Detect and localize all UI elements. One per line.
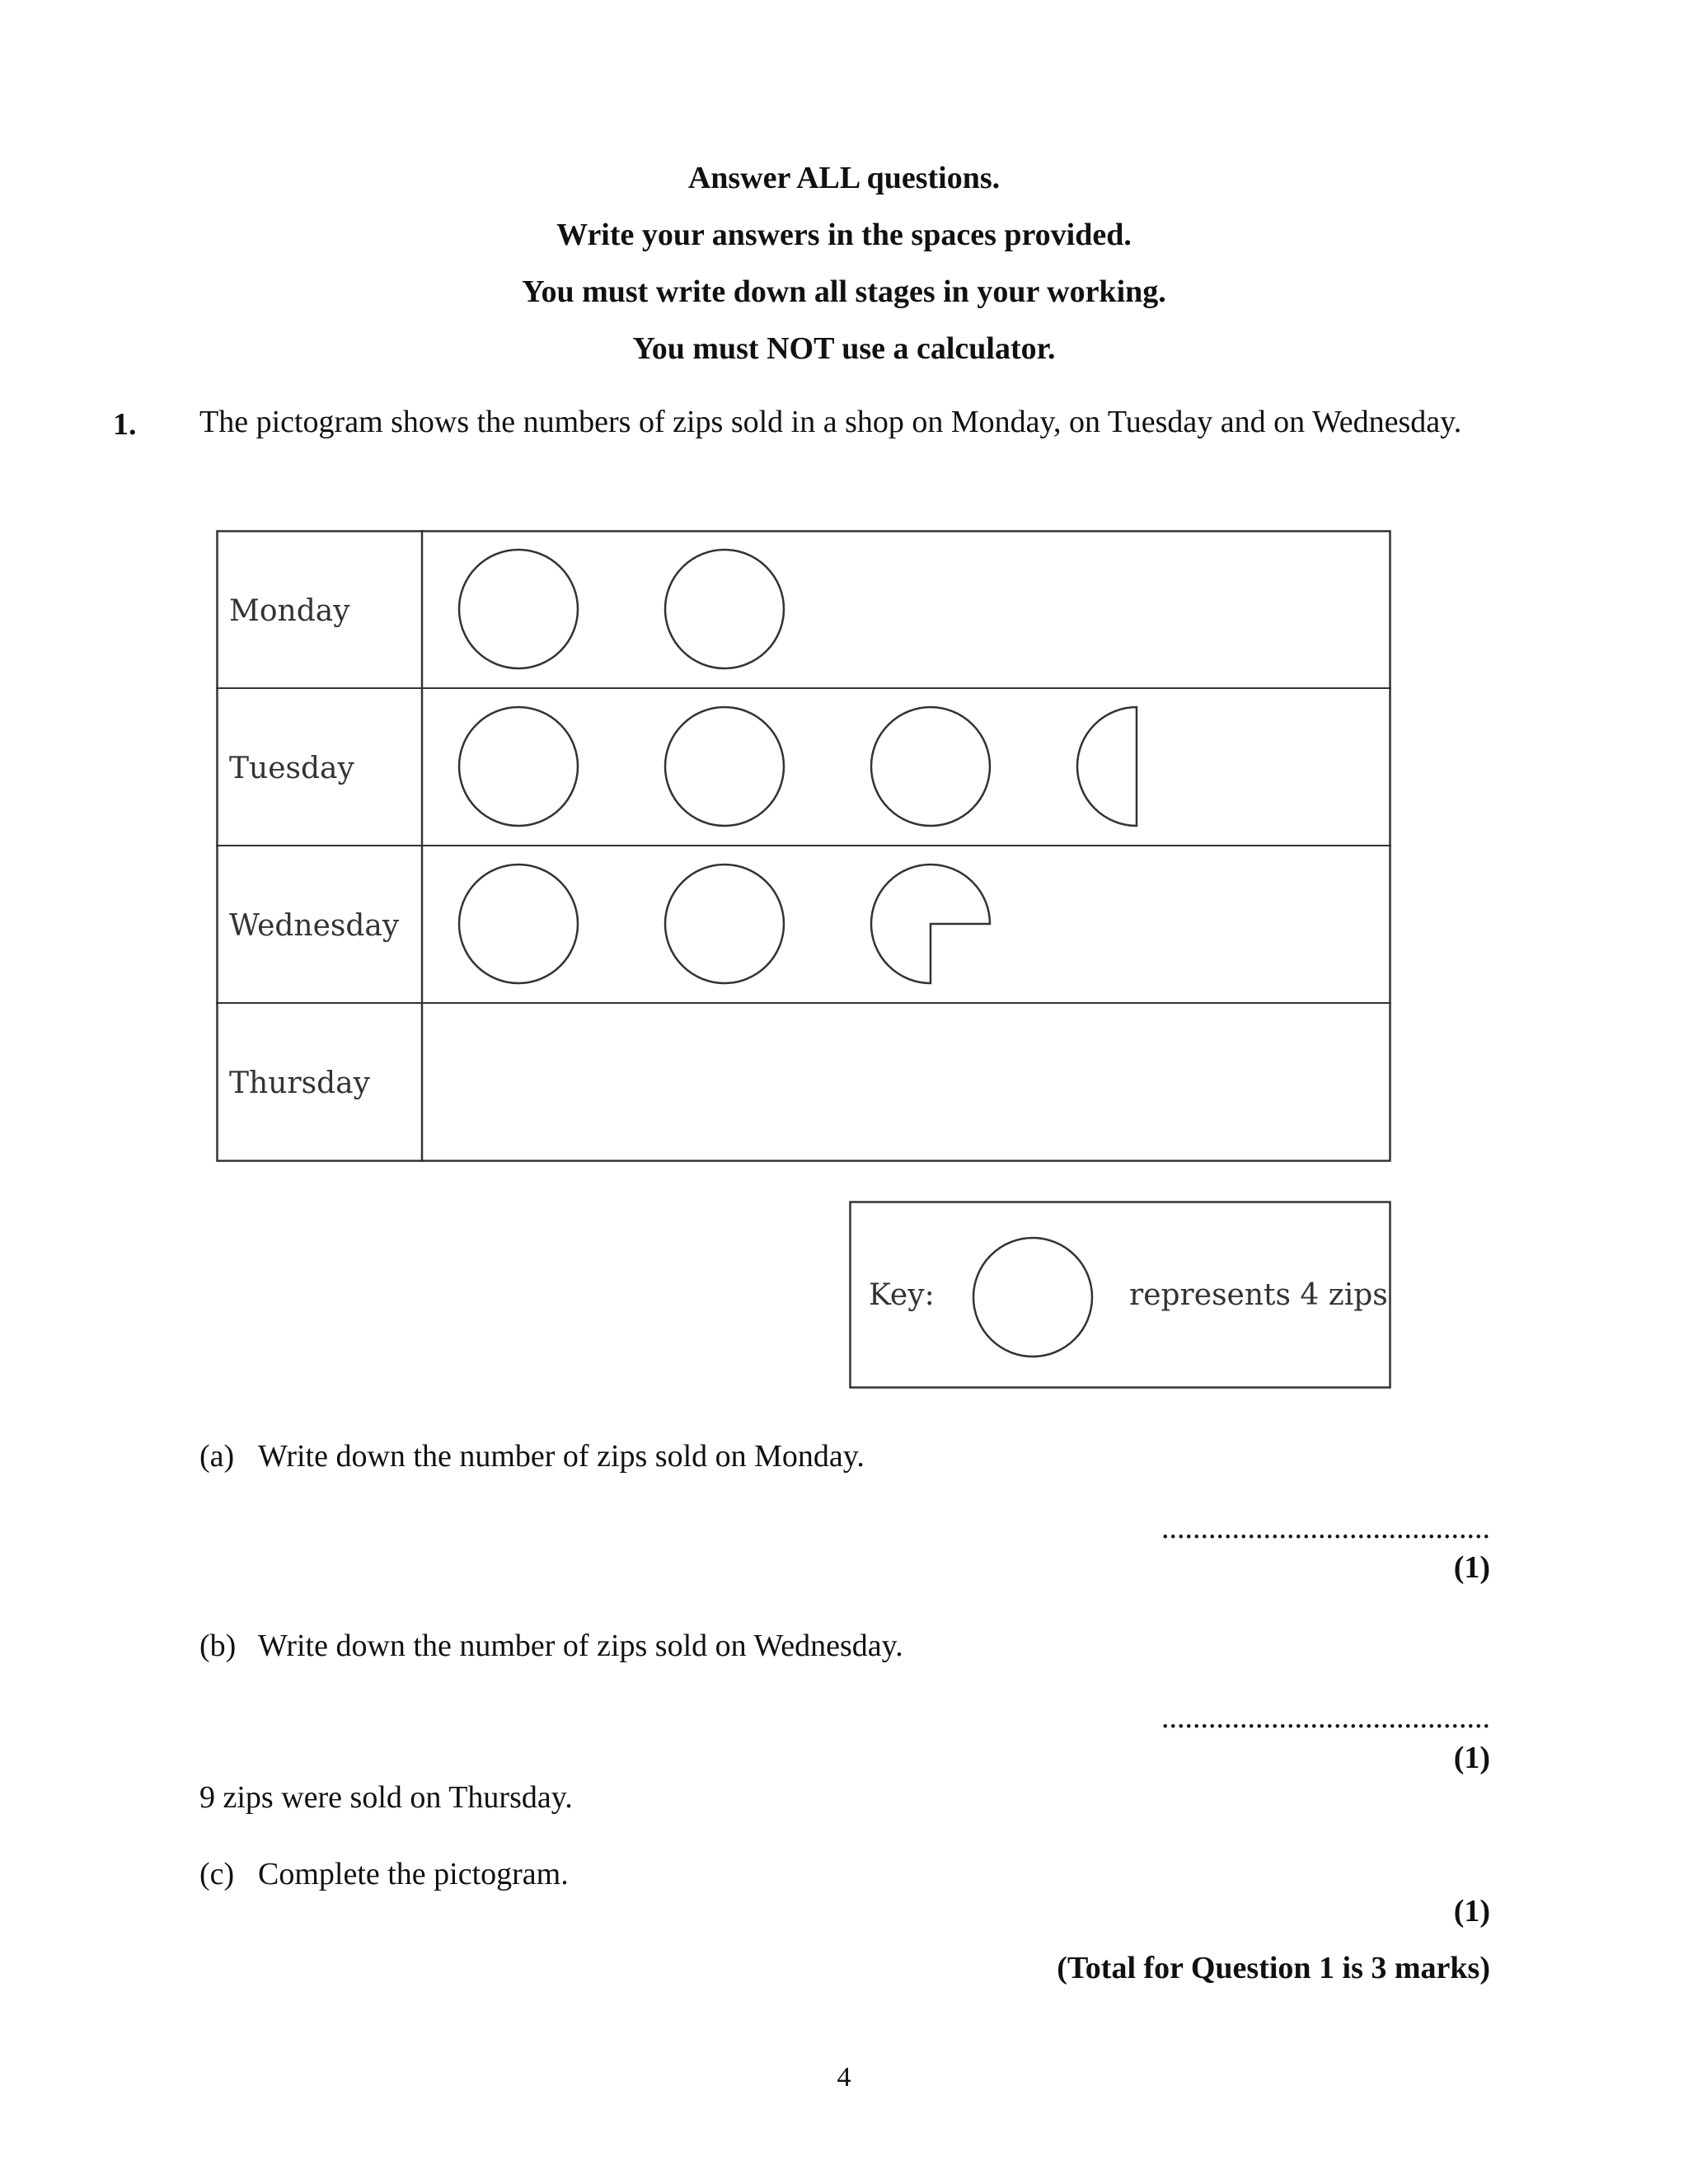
symbol-tuesday-1 bbox=[459, 707, 578, 826]
symbol-tuesday-3 bbox=[871, 707, 990, 826]
part-c bbox=[199, 1856, 1271, 1893]
key-label: Key: bbox=[869, 1278, 935, 1312]
thursday-note: 9 zips were sold on Thursday. bbox=[199, 1780, 573, 1815]
part-a-marks: (1) bbox=[1453, 1550, 1490, 1585]
pictogram-table[interactable] bbox=[216, 530, 1391, 1162]
symbol-tuesday-4 bbox=[1077, 707, 1137, 826]
key-circle-symbol bbox=[973, 1238, 1092, 1357]
instruction-write-answers: Write your answers in the spaces provided. bbox=[556, 218, 1132, 252]
part-c-marks: (1) bbox=[1453, 1894, 1490, 1929]
part-b-marks: (1) bbox=[1453, 1741, 1490, 1775]
key-box bbox=[849, 1201, 1391, 1389]
answer-line-b[interactable]: .......................................... bbox=[1161, 1700, 1490, 1735]
question-total: (Total for Question 1 is 3 marks) bbox=[1057, 1951, 1490, 1985]
symbol-wednesday-1 bbox=[459, 865, 578, 983]
part-b-label: (b) bbox=[199, 1629, 237, 1663]
question-text: The pictogram shows the numbers of zips sold in a shop on Monday, on Tuesday and on Wednesday. bbox=[199, 405, 1462, 439]
part-a-label: (a) bbox=[199, 1439, 235, 1474]
row-label-thursday: Thursday bbox=[229, 1066, 370, 1100]
row-label-wednesday: Wednesday bbox=[229, 909, 400, 943]
row-label-tuesday: Tuesday bbox=[229, 752, 354, 785]
symbol-wednesday-2 bbox=[665, 865, 784, 983]
page-number: 4 bbox=[837, 2062, 851, 2093]
pictogram-symbols bbox=[459, 550, 1137, 983]
part-c-label: (c) bbox=[199, 1857, 235, 1891]
part-b-text: Write down the number of zips sold on Wednesday. bbox=[258, 1629, 903, 1663]
answer-line-a[interactable]: .......................................... bbox=[1161, 1511, 1490, 1545]
part-a-text: Write down the number of zips sold on Monday. bbox=[258, 1439, 865, 1474]
day-labels bbox=[229, 594, 400, 1100]
instruction-working: You must write down all stages in your working. bbox=[522, 274, 1166, 309]
part-c-text: Complete the pictogram. bbox=[258, 1857, 569, 1891]
symbol-tuesday-2 bbox=[665, 707, 784, 826]
key-text: represents 4 zips bbox=[1129, 1278, 1388, 1312]
symbol-monday-1 bbox=[459, 550, 578, 668]
instruction-answer-all: Answer ALL questions. bbox=[687, 161, 1001, 195]
instruction-no-calculator: You must NOT use a calculator. bbox=[632, 331, 1056, 366]
part-a bbox=[199, 1438, 1271, 1475]
symbol-wednesday-3 bbox=[871, 865, 990, 983]
question-number: 1. bbox=[113, 407, 137, 442]
row-label-monday: Monday bbox=[229, 594, 350, 628]
symbol-monday-2 bbox=[665, 550, 784, 668]
part-b bbox=[199, 1628, 1271, 1665]
